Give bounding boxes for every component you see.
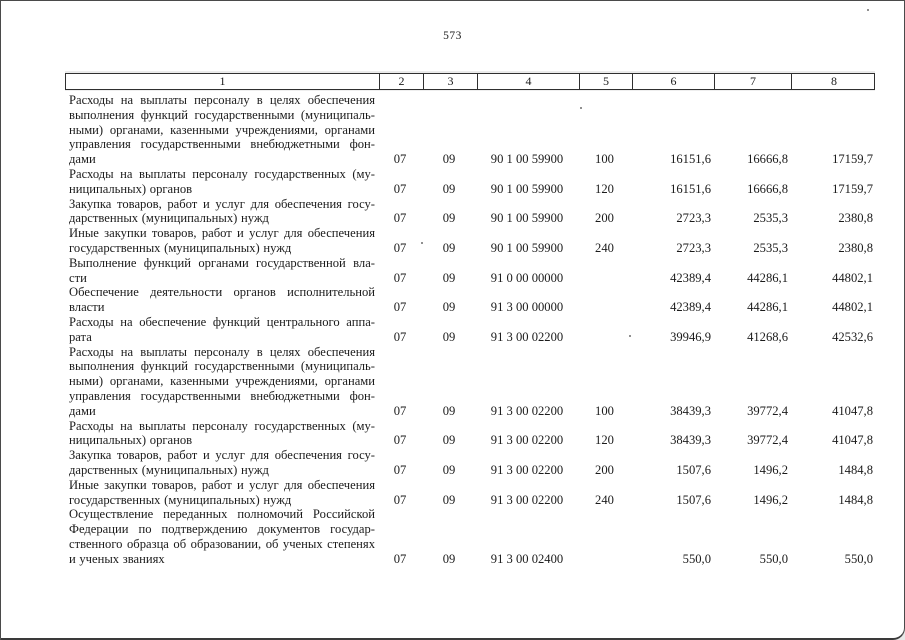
expense-name-line: управления государственными внебюджетными фон- [69,137,375,152]
target-article-cell: 91 3 00 02400 [490,551,564,566]
table-row [65,285,875,315]
expense-name-cell [65,507,378,566]
amount-year1-cell: 42389,4 [670,270,711,285]
expense-type-cell: 200 [595,462,614,477]
amount-year2-cell: 1496,2 [753,492,788,507]
section-code-cell: 07 [393,329,407,344]
expense-name-line: дарственных (муниципальных) нужд [69,462,269,477]
amount-year1-cell: 38439,3 [670,403,711,418]
section-code-cell: 07 [393,300,407,315]
expense-name-line: Расходы на выплаты персоналу в целях обеспечения [69,344,375,359]
expense-name-line: Закупка товаров, работ и услуг для обеспечения госу- [69,196,375,211]
target-article-cell: 90 1 00 59900 [490,152,564,167]
scan-speck [629,335,631,337]
subsection-code-cell: 09 [442,300,456,315]
target-article-cell: 91 3 00 02200 [490,403,564,418]
scan-speck [580,107,582,109]
expense-name-line: управления государственными внебюджетными фон- [69,388,375,403]
section-code-cell: 07 [393,492,407,507]
expense-type-cell: 240 [595,492,614,507]
amount-year1-cell: 39946,9 [670,329,711,344]
expense-type-cell: 200 [595,211,614,226]
target-article-cell: 91 3 00 02200 [490,329,564,344]
expense-name-line: государственных (муниципальных) нужд [69,492,292,507]
table-row [65,93,875,167]
header-cell-3: 3 [423,74,477,89]
header-cell-7: 7 [714,74,791,89]
amount-year3-cell: 44802,1 [832,300,873,315]
header-cell-5: 5 [579,74,632,89]
target-article-cell: 91 3 00 02200 [490,462,564,477]
expense-type-cell: 120 [595,433,614,448]
header-cell-2: 2 [379,74,423,89]
expense-type-cell: 100 [595,152,614,167]
amount-year1-cell: 38439,3 [670,433,711,448]
section-code-cell: 07 [393,211,407,226]
header-cell-6: 6 [632,74,714,89]
expense-name-line: ниципальных) органов [69,433,193,448]
expense-name-line: Выполнение функций органами государственной вла- [69,255,375,270]
amount-year3-cell: 41047,8 [832,433,873,448]
target-article-cell: 90 1 00 59900 [490,181,564,196]
amount-year2-cell: 16666,8 [747,152,788,167]
section-code-cell: 07 [393,551,407,566]
section-code-cell: 07 [393,240,407,255]
subsection-code-cell: 09 [442,211,456,226]
section-code-cell: 07 [393,433,407,448]
target-article-cell: 91 3 00 02200 [490,492,564,507]
amount-year1-cell: 16151,6 [670,181,711,196]
budget-expenditures-table [65,73,875,567]
amount-year1-cell: 1507,6 [676,462,711,477]
expense-name-line: Расходы на выплаты персоналу в целях обеспечения [69,93,375,107]
expense-name-line: Расходы на обеспечение функций центрального аппа- [69,314,375,329]
header-cell-1: 1 [219,74,226,88]
expense-name-line: дами [69,152,96,167]
amount-year3-cell: 17159,7 [832,181,873,196]
expense-name-line: Осуществление переданных полномочий Российской [69,507,375,522]
amount-year1-cell: 2723,3 [676,240,711,255]
expense-type-cell: 240 [595,240,614,255]
expense-name-cell [65,419,378,449]
expense-name-cell [65,256,378,286]
expense-type-cell: 120 [595,181,614,196]
expense-name-line: ными) органами, казенными учреждениями, органами [69,374,375,389]
target-article-cell: 91 3 00 02200 [490,433,564,448]
expense-name-line: Закупка товаров, работ и услуг для обеспечения госу- [69,448,375,463]
target-article-cell: 90 1 00 59900 [490,240,564,255]
amount-year3-cell: 41047,8 [832,403,873,418]
scan-speck [421,242,423,244]
amount-year3-cell: 44802,1 [832,270,873,285]
table-row [65,448,875,478]
table-header-row [65,73,875,90]
amount-year2-cell: 44286,1 [747,270,788,285]
amount-year2-cell: 39772,4 [747,403,788,418]
expense-name-cell [65,345,378,419]
expense-name-cell [65,226,378,256]
amount-year2-cell: 2535,3 [753,240,788,255]
expense-name-cell [65,448,378,478]
target-article-cell: 90 1 00 59900 [490,211,564,226]
scan-speck [867,9,869,11]
amount-year3-cell: 1484,8 [838,462,873,477]
expense-name-line: власти [69,300,105,315]
table-row [65,256,875,286]
table-row [65,226,875,256]
section-code-cell: 07 [393,181,407,196]
expense-name-cell [65,93,378,167]
target-article-cell: 91 0 00 00000 [490,270,564,285]
subsection-code-cell: 09 [442,152,456,167]
subsection-code-cell: 09 [442,403,456,418]
expense-name-line: Федерации по подтверждению документов государ- [69,522,375,537]
table-body [65,90,875,567]
expense-name-line: рата [69,329,92,344]
expense-name-line: дарственных (муниципальных) нужд [69,211,269,226]
subsection-code-cell: 09 [442,433,456,448]
amount-year1-cell: 550,0 [682,551,711,566]
amount-year3-cell: 17159,7 [832,152,873,167]
amount-year2-cell: 39772,4 [747,433,788,448]
amount-year1-cell: 2723,3 [676,211,711,226]
expense-name-cell [65,167,378,197]
amount-year2-cell: 2535,3 [753,211,788,226]
expense-name-line: Иные закупки товаров, работ и услуг для обеспечения [69,477,375,492]
amount-year2-cell: 16666,8 [747,181,788,196]
expense-name-line: выполнения функций государственными (муниципаль- [69,107,375,122]
amount-year2-cell: 41268,6 [747,329,788,344]
expense-name-cell [65,315,378,345]
header-cell-4: 4 [477,74,579,89]
expense-name-cell [65,197,378,227]
expense-name-line: выполнения функций государственными (муниципаль- [69,359,375,374]
expense-name-line: Иные закупки товаров, работ и услуг для обеспечения [69,226,375,241]
expense-name-line: дами [69,403,96,418]
amount-year2-cell: 1496,2 [753,462,788,477]
table-row [65,315,875,345]
amount-year2-cell: 550,0 [759,551,788,566]
target-article-cell: 91 3 00 00000 [490,300,564,315]
expense-name-cell [65,478,378,508]
amount-year1-cell: 42389,4 [670,300,711,315]
page-number: 573 [443,30,462,42]
subsection-code-cell: 09 [442,329,456,344]
section-code-cell: 07 [393,462,407,477]
amount-year3-cell: 2380,8 [838,240,873,255]
expense-name-line: Обеспечение деятельности органов исполнительной [69,285,375,300]
table-row [65,167,875,197]
amount-year2-cell: 44286,1 [747,300,788,315]
expense-name-line: ственного образца об образовании, об ученых степенях [69,536,375,551]
amount-year3-cell: 1484,8 [838,492,873,507]
section-code-cell: 07 [393,152,407,167]
section-code-cell: 07 [393,403,407,418]
expense-name-line: ниципальных) органов [69,181,193,196]
expense-name-line: Расходы на выплаты персоналу государственных (му- [69,166,375,181]
expense-type-cell: 100 [595,403,614,418]
amount-year1-cell: 1507,6 [676,492,711,507]
expense-name-line: государственных (муниципальных) нужд [69,240,292,255]
table-row [65,478,875,508]
subsection-code-cell: 09 [442,181,456,196]
amount-year1-cell: 16151,6 [670,152,711,167]
table-row [65,345,875,419]
table-row [65,419,875,449]
subsection-code-cell: 09 [442,462,456,477]
section-code-cell: 07 [393,270,407,285]
subsection-code-cell: 09 [442,492,456,507]
subsection-code-cell: 09 [442,240,456,255]
amount-year3-cell: 550,0 [844,551,873,566]
table-row [65,507,875,566]
expense-name-line: Расходы на выплаты персоналу государственных (му- [69,418,375,433]
expense-name-line: сти [69,270,87,285]
subsection-code-cell: 09 [442,551,456,566]
subsection-code-cell: 09 [442,270,456,285]
table-row [65,197,875,227]
amount-year3-cell: 42532,6 [832,329,873,344]
expense-name-cell [65,285,378,315]
header-cell-8: 8 [791,74,876,89]
expense-name-line: и ученых званиях [69,551,165,566]
amount-year3-cell: 2380,8 [838,211,873,226]
expense-name-line: ными) органами, казенными учреждениями, органами [69,122,375,137]
